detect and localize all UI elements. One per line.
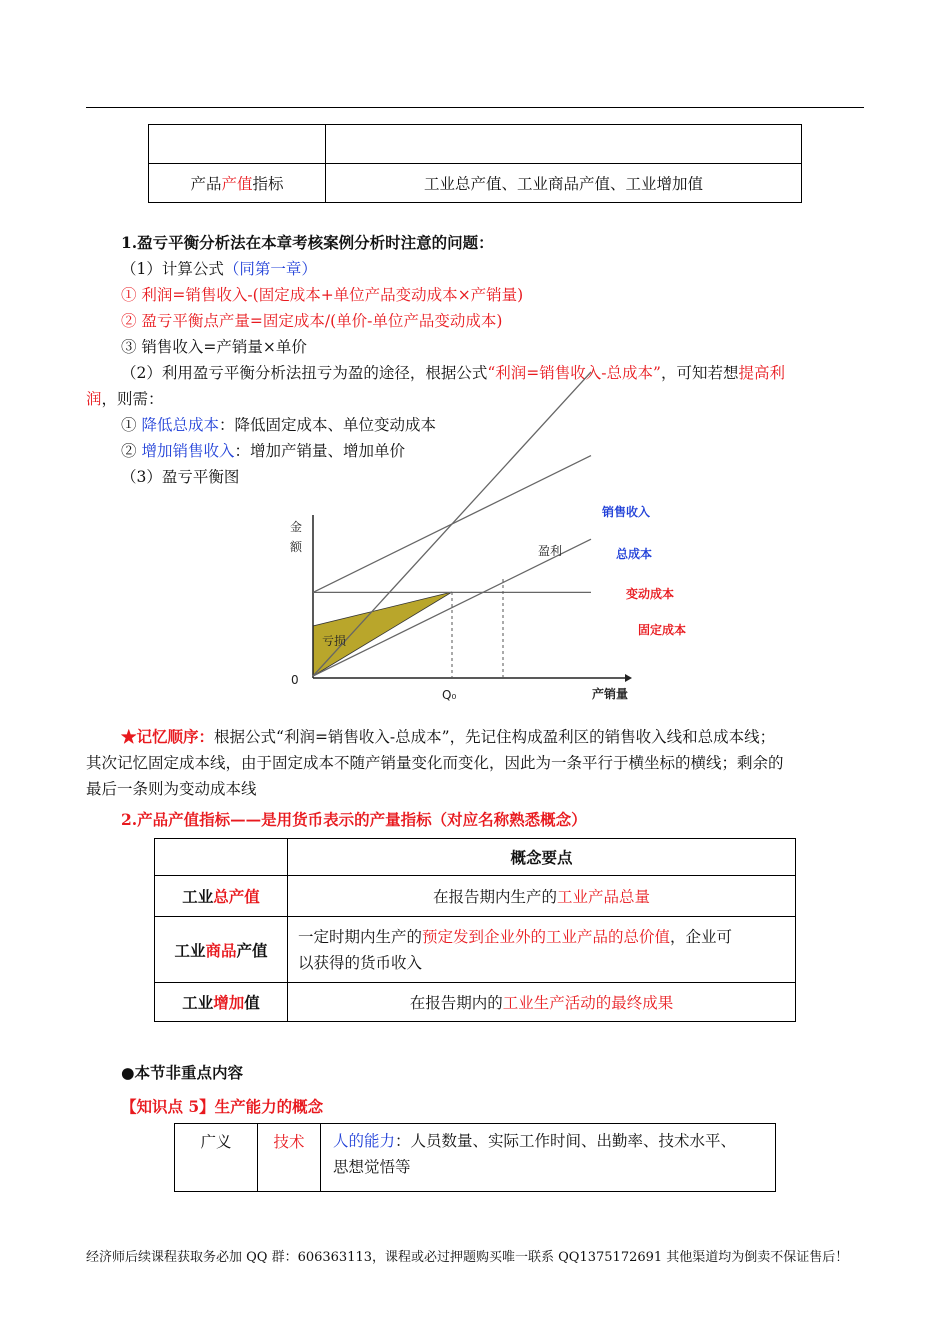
legend-fixed-cost: 固定成本	[638, 623, 687, 637]
capacity-table	[174, 1123, 776, 1192]
section1-heading: 1.盈亏平衡分析法在本章考核案例分析时注意的问题：	[121, 233, 494, 252]
way-2: ② 增加销售收入：增加产销量、增加单价	[121, 442, 405, 460]
paragraph-2-cont: 润，则需：	[86, 390, 164, 408]
profit-label: 盈利	[538, 544, 563, 558]
row-name: 工业商品产值	[155, 917, 288, 983]
capacity-scope: 广义	[175, 1124, 258, 1192]
row-desc: 在报告期内的工业生产活动的最终成果	[288, 983, 796, 1022]
table2-header: 概念要点	[288, 839, 796, 876]
row-name: 工业增加值	[155, 983, 288, 1022]
footer-note: 经济师后续课程获取务必加 QQ 群：606363113，课程或必过押题购买唯一联系 QQ1375172691 其他渠道均为倒卖不保证售后！	[86, 1250, 849, 1265]
formula-profit: ① 利润=销售收入-(固定成本+单位产品变动成本×产销量)	[121, 286, 524, 304]
paragraph-2: （2）利用盈亏平衡分析法扭亏为盈的途径，根据公式“利润=销售收入-总成本”，可知若想提高利	[121, 364, 785, 382]
section2-heading: 2.产品产值指标——是用货币表示的产量指标（对应名称熟悉概念）	[121, 810, 587, 829]
origin-label: 0	[291, 673, 299, 687]
table1-cell	[149, 125, 326, 164]
chart-intro: （3）盈亏平衡图	[121, 468, 240, 486]
memory-line-2: 其次记忆固定成本线，由于固定成本不随产销量变化而变化，因此为一条平行于横坐标的横线；剩余的	[86, 754, 784, 772]
legend-revenue: 销售收入	[602, 505, 651, 519]
table-row	[155, 983, 796, 1022]
table-row	[155, 917, 796, 983]
q0-label: Q₀	[442, 688, 457, 702]
legend-variable-cost: 变动成本	[626, 587, 675, 601]
row-name: 工业总产值	[155, 876, 288, 917]
legend-total-cost: 总成本	[616, 547, 653, 561]
loss-label: 亏损	[322, 634, 347, 648]
row-desc: 在报告期内生产的工业产品总量	[288, 876, 796, 917]
non-key-heading: ●本节非重点内容	[121, 1063, 244, 1082]
table1-value: 工业总产值、工业商品产值、工业增加值	[326, 164, 802, 203]
breakeven-chart	[280, 495, 687, 705]
table1-cell	[326, 125, 802, 164]
x-axis-label: 产销量	[592, 687, 629, 701]
table-row	[155, 876, 796, 917]
indicator-table	[148, 124, 802, 203]
memory-line-3: 最后一条则为变动成本线	[86, 780, 257, 798]
formula-breakeven: ② 盈亏平衡点产量=固定成本/(单价-单位产品变动成本)	[121, 312, 503, 330]
capacity-type: 技术	[258, 1124, 321, 1192]
header-rule	[86, 107, 864, 108]
knowledge-point-heading: 【知识点 5】生产能力的概念	[121, 1097, 324, 1116]
y-label-1: 金	[290, 520, 303, 534]
y-label-2: 额	[290, 540, 303, 554]
way-1: ① 降低总成本：降低固定成本、单位变动成本	[121, 416, 436, 434]
formula-revenue: ③ 销售收入=产销量×单价	[121, 338, 307, 356]
variable-cost-line	[313, 539, 591, 676]
table1-label: 产品产值指标	[149, 164, 326, 203]
formula-intro: （1）计算公式（同第一章）	[121, 260, 317, 278]
capacity-desc: 人的能力：人员数量、实际工作时间、出勤率、技术水平、 思想觉悟等	[321, 1124, 776, 1192]
table2-corner	[155, 839, 288, 876]
x-axis-arrow	[625, 674, 632, 682]
value-indicator-table	[154, 838, 796, 1022]
row-desc: 一定时期内生产的预定发到企业外的工业产品的总价值，企业可 以获得的货币收入	[288, 917, 796, 983]
memory-line-1: ★记忆顺序：根据公式“利润=销售收入-总成本”，先记住构成盈利区的销售收入线和总成本线；	[121, 727, 776, 746]
